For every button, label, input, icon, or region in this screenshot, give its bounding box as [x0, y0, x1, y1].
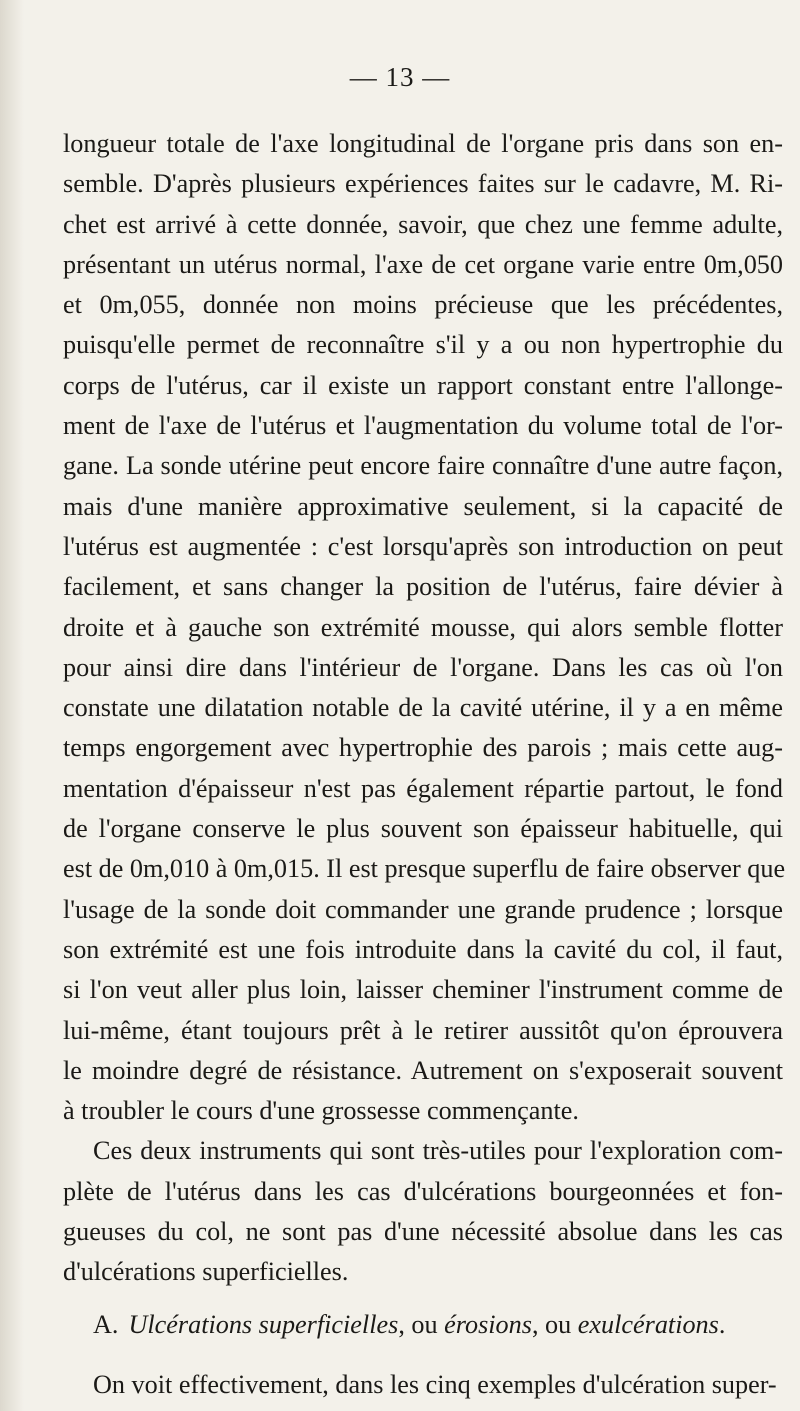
text-line: semble. D'après plusieurs expériences faites sur le cadavre, M. Ri-: [63, 169, 783, 199]
text-line: l'usage de la sonde doit commander une grande prudence ; lorsque: [63, 894, 783, 924]
text-line: plète de l'utérus dans les cas d'ulcérations bourgeonnées et fon-: [63, 1176, 783, 1206]
text-line: mais d'une manière approximative seulement, si la capacité de: [63, 491, 783, 521]
section-heading: [63, 1305, 783, 1345]
text-line: d'ulcérations superficielles.: [63, 1257, 349, 1287]
text-line: pour ainsi dire dans l'intérieur de l'organe. Dans les cas où l'on: [63, 652, 783, 682]
paragraph: [63, 1131, 783, 1292]
heading-term-1: Ulcérations superficielles: [128, 1309, 399, 1339]
heading-term-2: érosions: [444, 1309, 532, 1339]
text-line: est de 0m,010 à 0m,015. Il est presque superflu de faire observer que: [63, 854, 786, 884]
paragraphs: [63, 124, 786, 1293]
body-text: [63, 124, 786, 1405]
page-number: — 13 —: [349, 62, 451, 92]
heading-separator-1: , ou: [398, 1309, 445, 1339]
text-line: temps engorgement avec hypertrophie des parois ; mais cette aug-: [63, 733, 783, 763]
text-line: gueuses du col, ne sont pas d'une nécessité absolue dans les cas: [63, 1217, 783, 1247]
text-line: le moindre degré de résistance. Autrement on s'exposerait souvent: [63, 1055, 783, 1085]
text-line: gane. La sonde utérine peut encore faire connaître d'une autre façon,: [63, 451, 783, 481]
heading-end: .: [718, 1309, 726, 1339]
page-edge-shadow: [0, 0, 24, 1411]
text-line: puisqu'elle permet de reconnaître s'il y a ou non hypertrophie du: [63, 330, 783, 360]
text-line: chet est arrivé à cette donnée, savoir, que chez une femme adulte,: [63, 209, 783, 239]
text-line: corps de l'utérus, car il existe un rapport constant entre l'allonge-: [63, 370, 783, 400]
text-line: facilement, et sans changer la position de l'utérus, faire dévier à: [63, 572, 783, 602]
text-line: son extrémité est une fois introduite dans la cavité du col, il faut,: [63, 934, 783, 964]
spacer: [63, 1345, 783, 1365]
text-line: Ces deux instruments qui sont très-utiles pour l'exploration com-: [93, 1136, 783, 1166]
text-line: droite et à gauche son extrémité mousse, qui alors semble flotter: [63, 612, 783, 642]
paragraph: [63, 124, 786, 1131]
heading-term-3: exulcérations: [577, 1309, 719, 1339]
text-line: mentation d'épaisseur n'est pas également répartie partout, le fond: [63, 773, 783, 803]
text-line: l'utérus est augmentée : c'est lorsqu'après son introduction on peut: [63, 531, 783, 561]
heading-separator-2: , ou: [531, 1309, 578, 1339]
text-line: constate une dilatation notable de la cavité utérine, il y a en même: [63, 693, 783, 723]
text-line: si l'on veut aller plus loin, laisser cheminer l'instrument comme de: [63, 975, 783, 1005]
closing-line: On voit effectivement, dans les cinq exemples d'ulcération super-: [93, 1369, 777, 1399]
text-line: de l'organe conserve le plus souvent son épaisseur habituelle, qui: [63, 814, 783, 844]
text-line: présentant un utérus normal, l'axe de cet organe varie entre 0m,050: [63, 249, 783, 279]
text-line: à troubler le cours d'une grossesse commençante.: [63, 1096, 579, 1126]
text-line: lui-même, étant toujours prêt à le retirer aussitôt qu'on éprouvera: [63, 1015, 783, 1045]
section-letter: A.: [93, 1309, 119, 1339]
text-line: et 0m,055, donnée non moins précieuse que les précédentes,: [63, 290, 783, 320]
text-line: ment de l'axe de l'utérus et l'augmentation du volume total de l'or-: [63, 411, 783, 441]
text-line: longueur totale de l'axe longitudinal de l'organe pris dans son en-: [63, 129, 783, 158]
